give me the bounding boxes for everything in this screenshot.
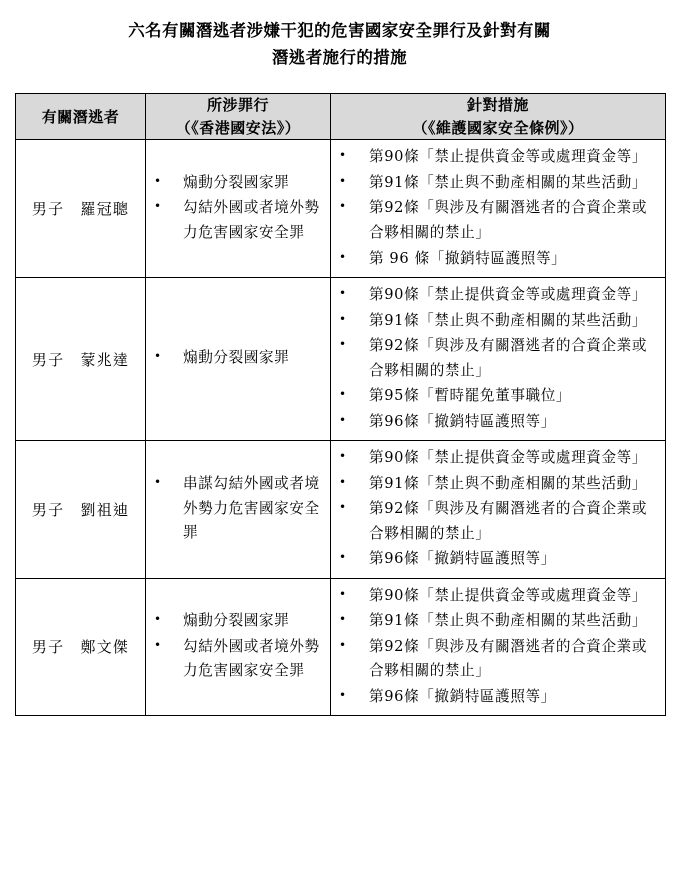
column-header-offences	[146, 94, 331, 140]
table-body	[16, 140, 666, 716]
offences-cell	[146, 441, 331, 579]
list-item: • 第92條「與涉及有關潛逃者的合資企業或合夥相關的禁止」	[335, 334, 660, 383]
page-title-line-2: 潛逃者施行的措施	[271, 47, 408, 67]
offences-list	[146, 603, 330, 691]
list-item: • 煽動分裂國家罪	[152, 346, 324, 371]
list-item: • 第90條「禁止提供資金等或處理資金等」	[335, 584, 660, 609]
measures-list	[331, 140, 665, 277]
list-item: • 勾結外國或者境外勢力危害國家安全罪	[152, 635, 324, 684]
column-header-measures	[331, 94, 666, 140]
measures-cell	[331, 441, 666, 579]
list-item: • 串謀勾結外國或者境外勢力危害國家安全罪	[152, 472, 324, 546]
offences-list	[146, 340, 330, 378]
person-name: 男子 羅冠聰	[16, 140, 146, 278]
list-item: • 第90條「禁止提供資金等或處理資金等」	[335, 145, 660, 170]
column-header-person	[16, 94, 146, 140]
table-row	[16, 578, 666, 716]
list-item: • 第91條「禁止與不動產相關的某些活動」	[335, 171, 660, 196]
column-header-offences-line-1: 所涉罪行	[206, 96, 269, 115]
column-header-person-line-1: 有關潛逃者	[41, 107, 120, 126]
measures-cell	[331, 140, 666, 278]
list-item: • 勾結外國或者境外勢力危害國家安全罪	[152, 196, 324, 245]
person-name: 男子 鄭文傑	[16, 578, 146, 716]
column-header-offences-line-2: （《香港國安法》）	[175, 118, 301, 137]
page-title	[0, 0, 679, 71]
table-row	[16, 278, 666, 441]
table-container	[0, 93, 679, 716]
list-item: • 煽動分裂國家罪	[152, 171, 324, 196]
list-item: • 第91條「禁止與不動產相關的某些活動」	[335, 472, 660, 497]
measures-cell	[331, 278, 666, 441]
list-item: • 第92條「與涉及有關潛逃者的合資企業或合夥相關的禁止」	[335, 497, 660, 546]
measures-list	[331, 441, 665, 578]
page-title-line-1: 六名有關潛逃者涉嫌干犯的危害國家安全罪行及針對有關	[128, 21, 551, 40]
person-name: 男子 蒙兆達	[16, 278, 146, 441]
list-item: • 煽動分裂國家罪	[152, 609, 324, 634]
table-row	[16, 441, 666, 579]
list-item: • 第96條「撤銷特區護照等」	[335, 547, 660, 572]
list-item: • 第91條「禁止與不動產相關的某些活動」	[335, 609, 660, 634]
table-header	[16, 94, 666, 140]
fugitives-measures-table	[15, 93, 666, 716]
list-item: • 第95條「暫時罷免董事職位」	[335, 384, 660, 409]
offences-cell	[146, 278, 331, 441]
list-item: • 第 96 條「撤銷特區護照等」	[335, 247, 660, 272]
list-item: • 第90條「禁止提供資金等或處理資金等」	[335, 446, 660, 471]
offences-cell	[146, 578, 331, 716]
list-item: • 第96條「撤銷特區護照等」	[335, 410, 660, 435]
offences-cell	[146, 140, 331, 278]
table-header-row	[16, 94, 666, 140]
column-header-measures-line-2: （《維護國家安全條例》）	[412, 118, 584, 137]
person-name: 男子 劉祖迪	[16, 441, 146, 579]
offences-list	[146, 466, 330, 553]
offences-list	[146, 165, 330, 253]
measures-list	[331, 579, 665, 716]
list-item: • 第92條「與涉及有關潛逃者的合資企業或合夥相關的禁止」	[335, 196, 660, 245]
list-item: • 第96條「撤銷特區護照等」	[335, 685, 660, 710]
list-item: • 第91條「禁止與不動產相關的某些活動」	[335, 309, 660, 334]
list-item: • 第90條「禁止提供資金等或處理資金等」	[335, 283, 660, 308]
measures-cell	[331, 578, 666, 716]
list-item: • 第92條「與涉及有關潛逃者的合資企業或合夥相關的禁止」	[335, 635, 660, 684]
column-header-measures-line-1: 針對措施	[466, 96, 529, 115]
table-row	[16, 140, 666, 278]
measures-list	[331, 278, 665, 440]
